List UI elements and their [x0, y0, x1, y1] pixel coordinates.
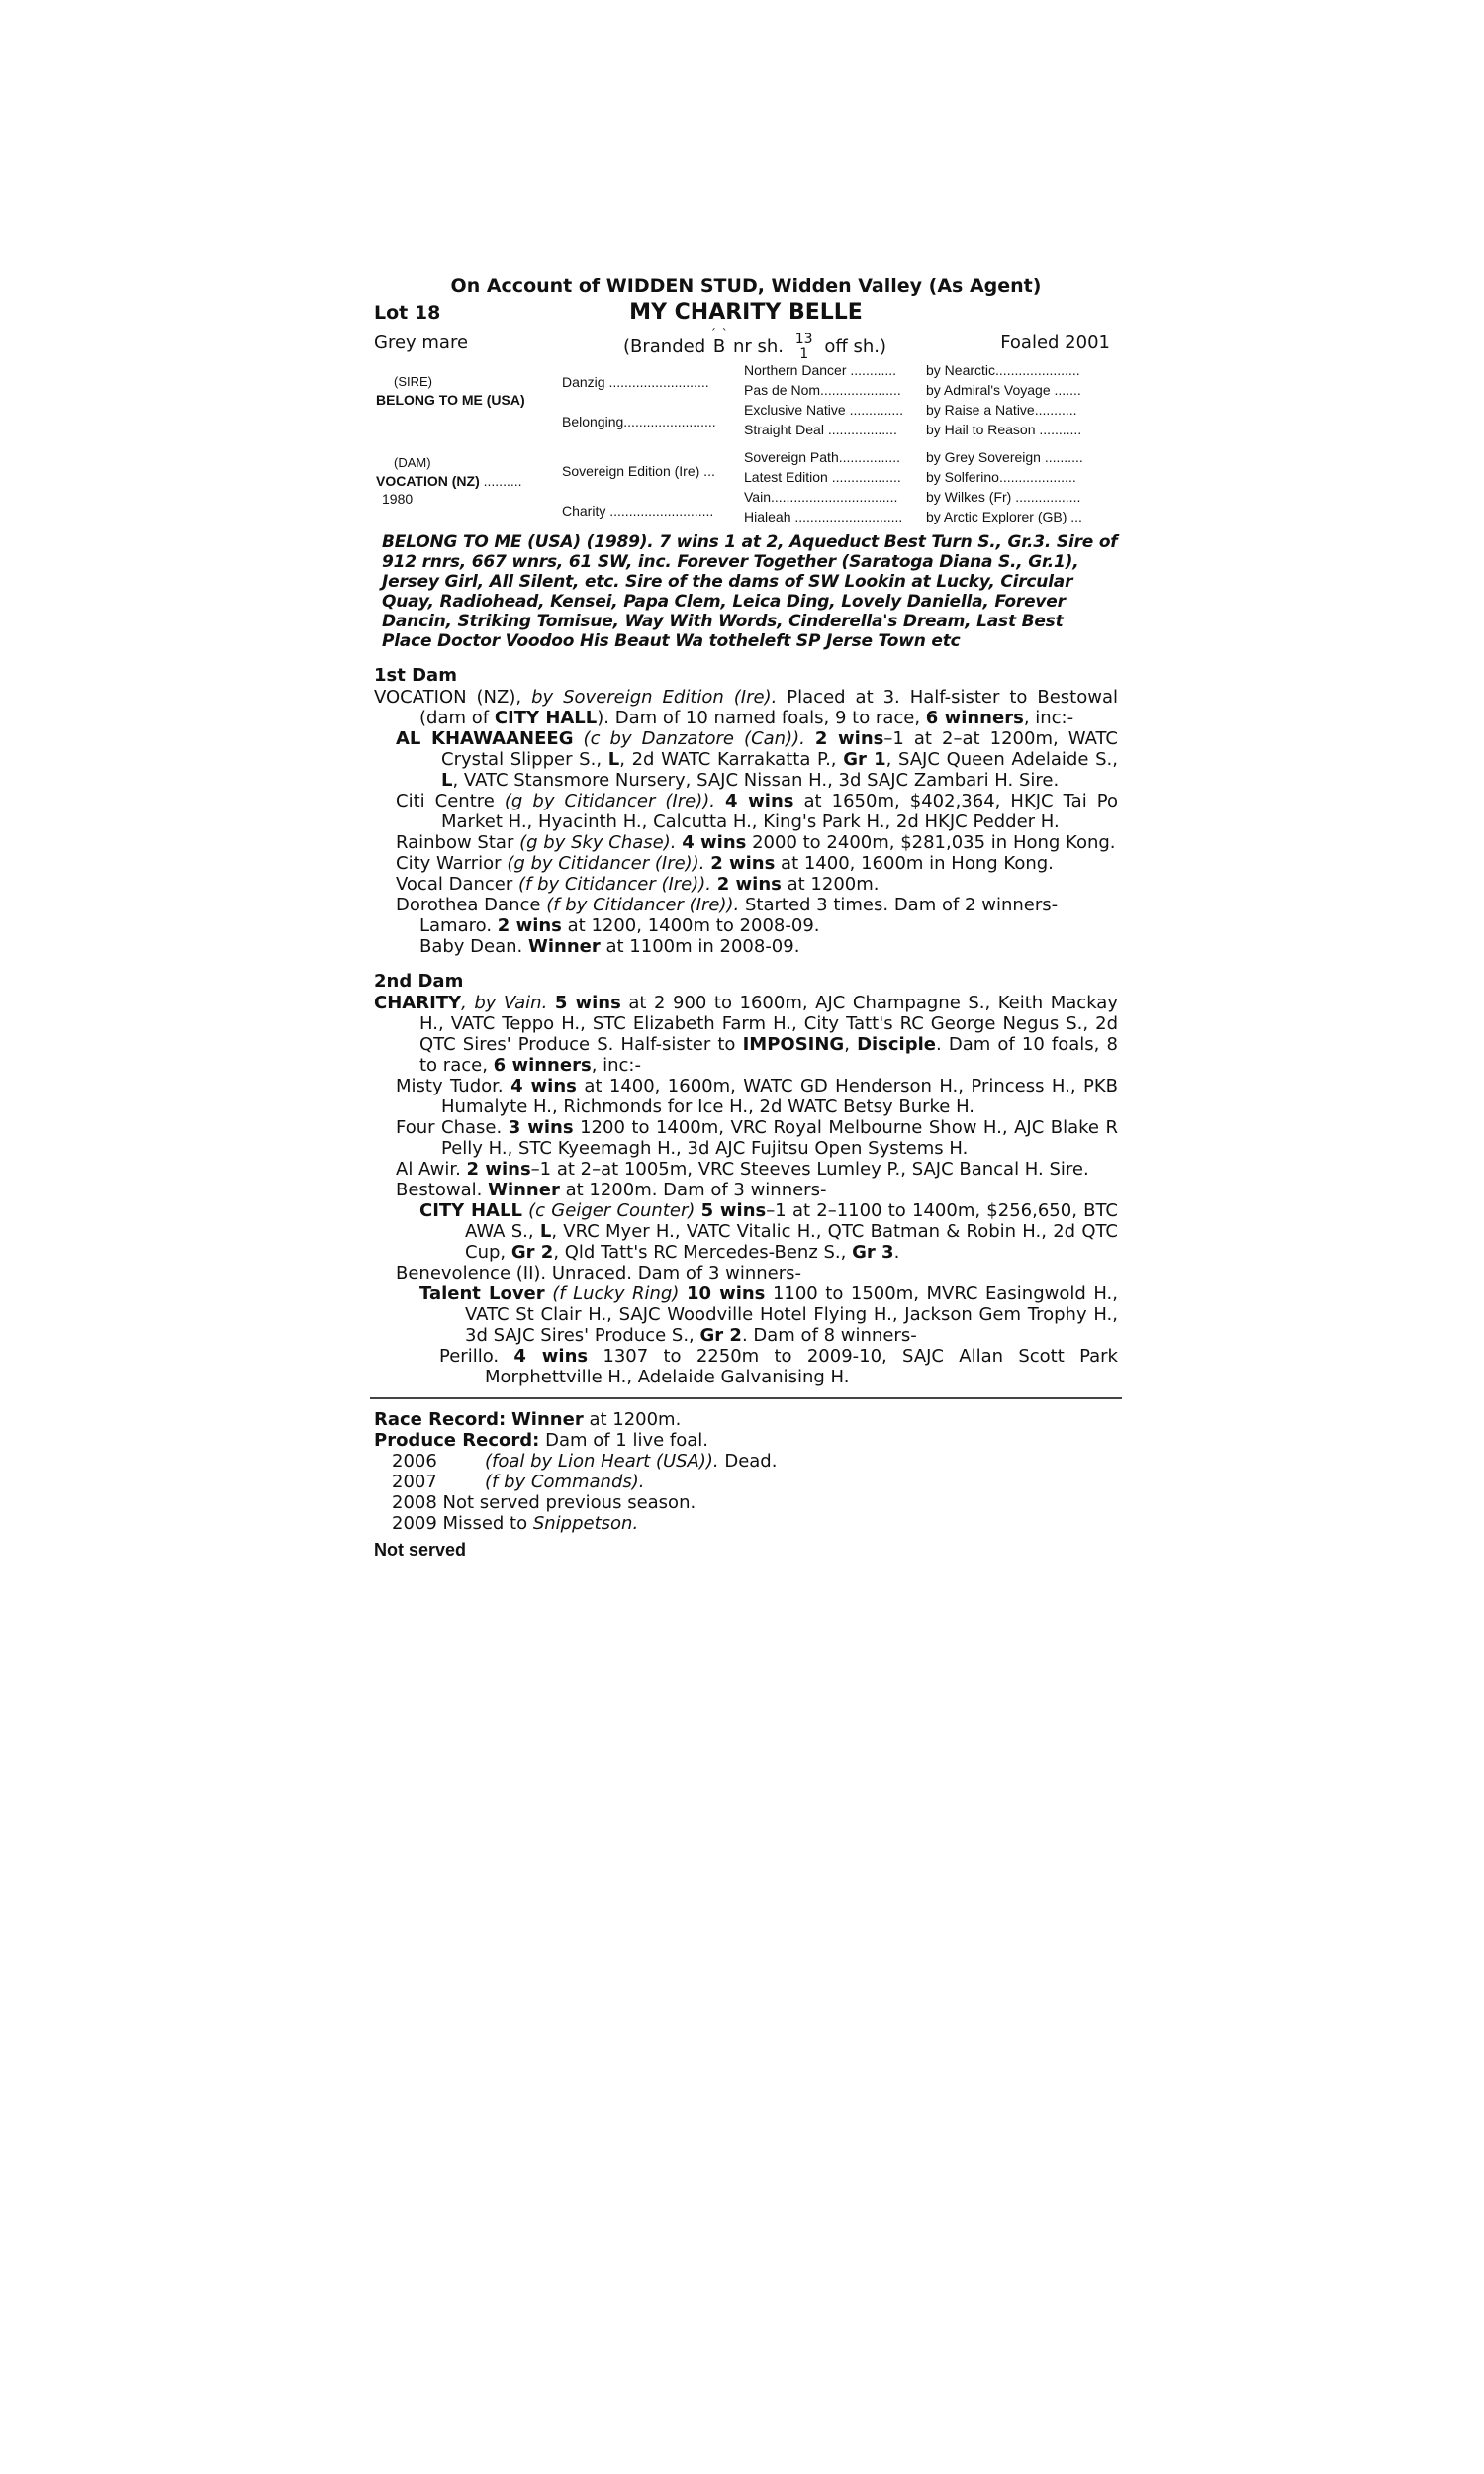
brand-mid: nr sh. — [732, 336, 785, 357]
progeny-entry: AL KHAWAANEEG (c by Danzatore (Can)). 2 wins–1 at 2–at 1200m, WATC Crystal Slipper S., L, 2d WATC Karrakatta P., Gr 1, SAJC Queen Adelaide S., L, VATC Stansmore Nursery, SAJC Nissan H., 3d SAJC Zambari H. Sire. — [396, 728, 1118, 791]
dam-year: 1980 — [382, 491, 414, 507]
vendor-line: On Account of WIDDEN STUD, Widden Valley (As Agent) — [450, 275, 1042, 297]
progeny-entry: Benevolence (II). Unraced. Dam of 3 winners- — [396, 1263, 802, 1284]
progeny-entry: Bestowal. Winner at 1200m. Dam of 3 winners- — [396, 1180, 827, 1200]
gg-6: Latest Edition .................. — [744, 469, 901, 485]
gg-2: Pas de Nom..................... — [744, 382, 901, 398]
brand-description — [623, 333, 886, 362]
brand-prefix: (Branded — [623, 336, 706, 357]
gg-1: Northern Dancer ............ — [744, 362, 897, 378]
second-dam-heading: 2nd Dam — [374, 971, 464, 992]
ggg-2: by Admiral's Voyage ....... — [926, 382, 1081, 398]
catalogue-page — [374, 273, 1118, 1561]
produce-line: 2008 Not served previous season. — [392, 1492, 696, 1513]
description-row — [374, 327, 1118, 362]
race-record: Race Record: Winner at 1200m. — [374, 1409, 682, 1430]
progeny-entry: Four Chase. 3 wins 1200 to 1400m, VRC Royal Melbourne Show H., AJC Blake R Pelly H., STC Kyeemagh H., 3d AJC Fujitsu Open Systems H. — [396, 1117, 1118, 1159]
lot-number: Lot 18 — [374, 302, 441, 324]
gg-7: Vain................................. — [744, 489, 898, 505]
produce-line: 2006 (foal by Lion Heart (USA)). Dead. — [392, 1451, 778, 1472]
second-dam-intro: CHARITY, by Vain. 5 wins at 2 900 to 1600m, AJC Champagne S., Keith Mackay H., VATC Teppo H., STC Elizabeth Farm H., City Tatt's RC George Negus S., 2d QTC Sires' Produce S. Half-sister to IMPOSING, Disciple. Dam of 10 foals, 8 to race, 6 winners, inc:- — [374, 993, 1118, 1076]
produce-record: Produce Record: Dam of 1 live foal. — [374, 1430, 709, 1451]
pedigree-table — [374, 362, 1118, 528]
brand-fraction — [795, 333, 813, 362]
ggg-1: by Nearctic...................... — [926, 362, 1080, 378]
progeny-entry: Baby Dean. Winner at 1100m in 2008-09. — [419, 936, 800, 957]
dam-label: (DAM) — [394, 455, 431, 470]
sire-name: BELONG TO ME (USA) — [376, 392, 525, 408]
ggg-7: by Wilkes (Fr) ................. — [926, 489, 1081, 505]
progeny-entry: Dorothea Dance (f by Citidancer (Ire)). Started 3 times. Dam of 2 winners- — [396, 895, 1059, 915]
produce-line: 2007 (f by Commands). — [392, 1472, 645, 1492]
colour-sex: Grey mare — [374, 333, 469, 353]
progeny-entry: CITY HALL (c Geiger Counter) 5 wins–1 at 2–1100 to 1400m, $256,650, BTC AWA S., L, VRC Myer H., VATC Vitalic H., QTC Batman & Robin H., 2d QTC Cup, Gr 2, Qld Tatt's RC Mercedes-Benz S., Gr 3. — [419, 1200, 1118, 1263]
progeny-entry: Citi Centre (g by Citidancer (Ire)). 4 wins at 1650m, $402,364, HKJC Tai Po Market H., Hyacinth H., Calcutta H., King's Park H., 2d HKJC Pedder H. — [396, 791, 1118, 832]
progeny-entry: Rainbow Star (g by Sky Chase). 4 wins 2000 to 2400m, $281,035 in Hong Kong. — [396, 832, 1116, 853]
lot-row — [374, 299, 1118, 327]
progeny-entry: Talent Lover (f Lucky Ring) 10 wins 1100 to 1500m, MVRC Easingwold H., VATC St Clair H., SAJC Woodville Hotel Flying H., Jackson Gem Trophy H., 3d SAJC Sires' Produce S., Gr 2. Dam of 8 winners- — [419, 1284, 1119, 1346]
progeny-entry: City Warrior (g by Citidancer (Ire)). 2 wins at 1400, 1600m in Hong Kong. — [396, 853, 1054, 874]
ggg-8: by Arctic Explorer (GB) ... — [926, 509, 1082, 524]
ggg-4: by Hail to Reason ........... — [926, 422, 1082, 437]
g-sire-2: Belonging........................ — [562, 414, 716, 429]
progeny-entry: Lamaro. 2 wins at 1200, 1400m to 2008-09. — [419, 915, 820, 936]
first-dam-intro: VOCATION (NZ), by Sovereign Edition (Ire). Placed at 3. Half-sister to Bestowal (dam of CITY HALL). Dam of 10 named foals, 9 to race, 6 winners, inc:- — [374, 687, 1119, 728]
ggg-3: by Raise a Native........... — [926, 402, 1077, 418]
gg-4: Straight Deal .................. — [744, 422, 897, 437]
sire-description: BELONG TO ME (USA) (1989). 7 wins 1 at 2, Aqueduct Best Turn S., Gr.3. Sire of 912 rnrs, 667 wnrs, 61 SW, inc. Forever Together (Saratoga Diana S., Gr.1), Jersey Girl, All Silent, etc. Sire of the dams of SW Lookin at Lucky, Circular Quay, Radiohead, Kensei, Papa Clem, Leica Ding, Lovely Daniella, Forever Dancin, Striking Tomisue, Way With Words, Cinderella's Dream, Last Best Place Doctor Voodoo His Beaut Wa totheleft SP Jerse Town etc — [382, 532, 1118, 651]
status-note: Not served — [374, 1540, 467, 1560]
ggg-5: by Grey Sovereign .......... — [926, 449, 1083, 465]
dam-name: VOCATION (NZ) .......... — [376, 473, 522, 489]
progeny-entry: Al Awir. 2 wins–1 at 2–at 1005m, VRC Steeves Lumley P., SAJC Bancal H. Sire. — [396, 1159, 1089, 1180]
gg-8: Hialeah ............................ — [744, 509, 903, 524]
progeny-entry: Misty Tudor. 4 wins at 1400, 1600m, WATC GD Henderson H., Princess H., PKB Humalyte H., Richmonds for Ice H., 2d WATC Betsy Burke H. — [396, 1076, 1118, 1117]
brand-denominator: 1 — [799, 346, 809, 362]
sire-label: (SIRE) — [394, 374, 432, 389]
brand-suffix: off sh.) — [824, 336, 886, 357]
g-dam-1: Sovereign Edition (Ire) ... — [562, 463, 715, 479]
progeny-entry: Perillo. 4 wins 1307 to 2250m to 2009-10, SAJC Allan Scott Park Morphettville H., Adelaide Galvanising H. — [439, 1346, 1118, 1387]
g-dam-2: Charity ........................... — [562, 503, 714, 519]
brand-mark: ´ ` B — [713, 336, 725, 357]
horse-name: MY CHARITY BELLE — [629, 300, 863, 325]
progeny-entry: Vocal Dancer (f by Citidancer (Ire)). 2 wins at 1200m. — [396, 874, 880, 895]
divider — [370, 1397, 1122, 1399]
g-sire-1: Danzig .......................... — [562, 374, 709, 390]
gg-5: Sovereign Path................ — [744, 449, 900, 465]
brand-numerator: 13 — [794, 332, 813, 347]
produce-line: 2009 Missed to Snippetson. — [392, 1513, 639, 1534]
ggg-6: by Solferino.................... — [926, 469, 1076, 485]
gg-3: Exclusive Native .............. — [744, 402, 904, 418]
foaled-year: Foaled 2001 — [1000, 333, 1110, 353]
first-dam-heading: 1st Dam — [374, 665, 457, 686]
